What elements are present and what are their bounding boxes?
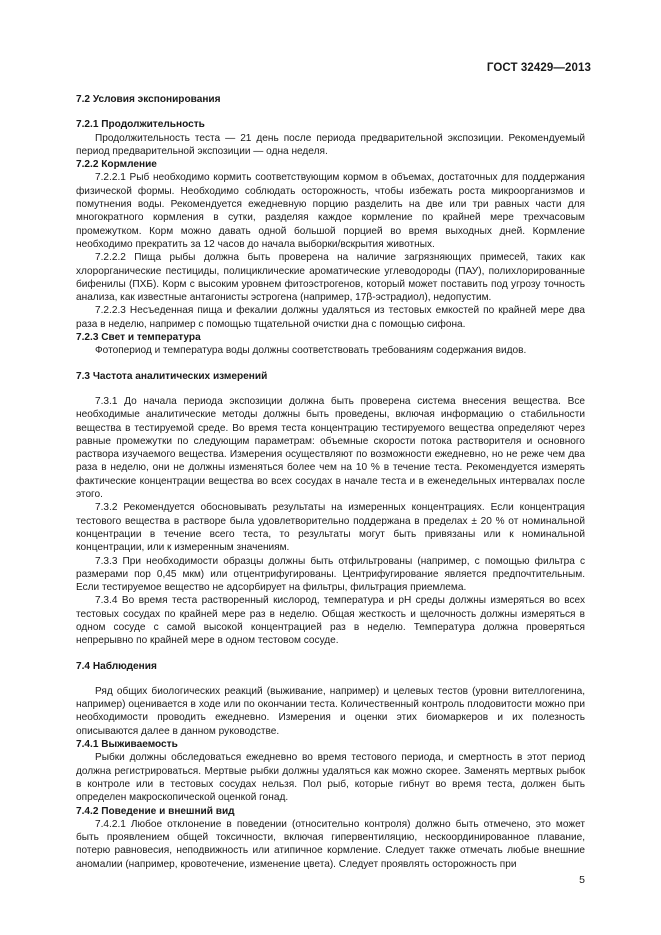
section-7-2-1-title: 7.2.1 Продолжительность (76, 119, 205, 131)
section-7-4-1-title: 7.4.1 Выживаемость (76, 739, 178, 751)
section-7-2-2-title: 7.2.2 Кормление (76, 159, 157, 171)
section-7-2-2-1-paragraph: 7.2.2.1 Рыб необходимо кормить соответствующим кормом в объемах, достаточных для поддержания физической формы. Необходимо соблюдать осторожность, чтобы избежать роста микроорганизмов и помутнения воды. Рекомендуется ежедневную порцию разделить на две или три равных части для многократного кормления в сутки, разделяя каждое кормление по крайней мере трехчасовым промежутком. Корм можно давать одной большой порцией во время выходных дней. Кормление необходимо прекратить за 12 часов до начала выборки/вскрытия животных. (76, 172, 585, 250)
section-7-2-3-paragraph: Фотопериод и температура воды должны соответствовать требованиям содержания видов. (95, 345, 527, 357)
section-7-2-3-title: 7.2.3 Свет и температура (76, 332, 201, 344)
section-7-2-2-2-paragraph: 7.2.2.2 Пища рыбы должна быть проверена на наличие загрязняющих примесей, таких как хлорорганические пестициды, полициклические ароматические углеводороды (ПАУ), полихлорированные бифенилы (ПХБ). Корм с высоким уровнем фитоэстрогенов, который может поставить под угрозу точность анализа, как известные антагонисты эстрогена (например, 17β-эстрадиол), недопустим. (76, 252, 585, 304)
section-7-3-2-paragraph: 7.3.2 Рекомендуется обосновывать результаты на измеренных концентрациях. Если концентрация тестового вещества в растворе была удовлетворительно поддержана в пределах ± 20 % от номинальной концентрации в течение всего теста, то результаты могут быть привязаны или к номинальной концентрации, или к измеренным значениям. (76, 502, 585, 554)
section-7-3-4-paragraph: 7.3.4 Во время теста растворенный кислород, температура и рН среды должны измеряться во всех тестовых сосудах по крайней мере раз в неделю. Общая жесткость и щелочность должны измеряться в одном сосуде с самой высокой концентрацией раз в неделю. Температура должна проверяться непрерывно по крайней мере в одном тестовом сосуде. (76, 595, 585, 647)
section-7-4-2-1-paragraph: 7.4.2.1 Любое отклонение в поведении (относительно контроля) должно быть отмечено, это может быть проявлением общей токсичности, включая гипервентиляцию, нескоординированное плавание, потерю равновесия, неподвижность или атипичное кормление. Следует также отмечать любые внешние аномалии (например, кровотечение, изменение цвета). Следует проявлять осторожность при (76, 818, 585, 870)
section-7-3-title: 7.3 Частота аналитических измерений (76, 370, 268, 382)
document-body (76, 93, 585, 871)
page-number: 5 (579, 874, 585, 886)
section-7-4-paragraph: Ряд общих биологических реакций (выживание, например) и целевых тестов (уровни вителлогенина, например) оценивается в ходе или по окончании теста. Количественный контроль плодовитости можно при необходимости проводить ежедневно. Измерения и оценки этих биомаркеров и их полезность описываются далее в данном руководстве. (76, 685, 585, 737)
section-7-4-title: 7.4 Наблюдения (76, 660, 157, 672)
section-7-4-2-title: 7.4.2 Поведение и внешний вид (76, 805, 235, 817)
section-7-2-title: 7.2 Условия экспонирования (76, 94, 221, 105)
standard-header: ГОСТ 32429—2013 (486, 62, 591, 74)
section-7-2-1-paragraph: Продолжительность теста — 21 день после периода предварительной экспозиции. Рекомендуемый период предварительной экспозиции — одна неделя. (76, 132, 585, 157)
section-7-4-1-paragraph: Рыбки должны обследоваться ежедневно во время тестового периода, и смертность в этот период должна регистрироваться. Мертвые рыбки должны удаляться как можно скорее. Заменять мертвых рыбок в контроле или в тестовых сосудах нельзя. Пол рыб, которые гибнут во время теста, должен быть определен макроскопической оценкой гонад. (76, 752, 585, 804)
section-7-3-3-paragraph: 7.3.3 При необходимости образцы должны быть отфильтрованы (например, с помощью фильтра с размерами пор 0,45 мкм) или отцентрифугированы. Центрифугирование является предпочтительным. Если тестируемое вещество не адсорбирует на фильтры, фильтрация приемлема. (76, 555, 585, 594)
section-7-2-2-3-paragraph: 7.2.2.3 Несъеденная пища и фекалии должны удаляться из тестовых емкостей по крайней мере два раза в неделю, например с помощью тщательной очистки дна с помощью сифона. (76, 305, 585, 330)
section-7-3-1-paragraph: 7.3.1 До начала периода экспозиции должна быть проверена система внесения вещества. Все необходимые аналитические методы должны быть проведены, включая информацию о стабильности вещества в тестируемой среде. Во время теста концентрацию тестируемого вещества определяют через равные промежутки по следующим параметрам: объемные скорости потока растворителя и основного раствора изучаемого вещества. Измерения осуществляют по возможности ежедневно, но не реже чем два раза в неделю, они не должны изменяться более чем на 10 % в течение теста. Рекомендуется измерять фактические концентрации вещества во всех сосудах в начале теста и в еженедельных интервалах после этого. (76, 395, 585, 501)
